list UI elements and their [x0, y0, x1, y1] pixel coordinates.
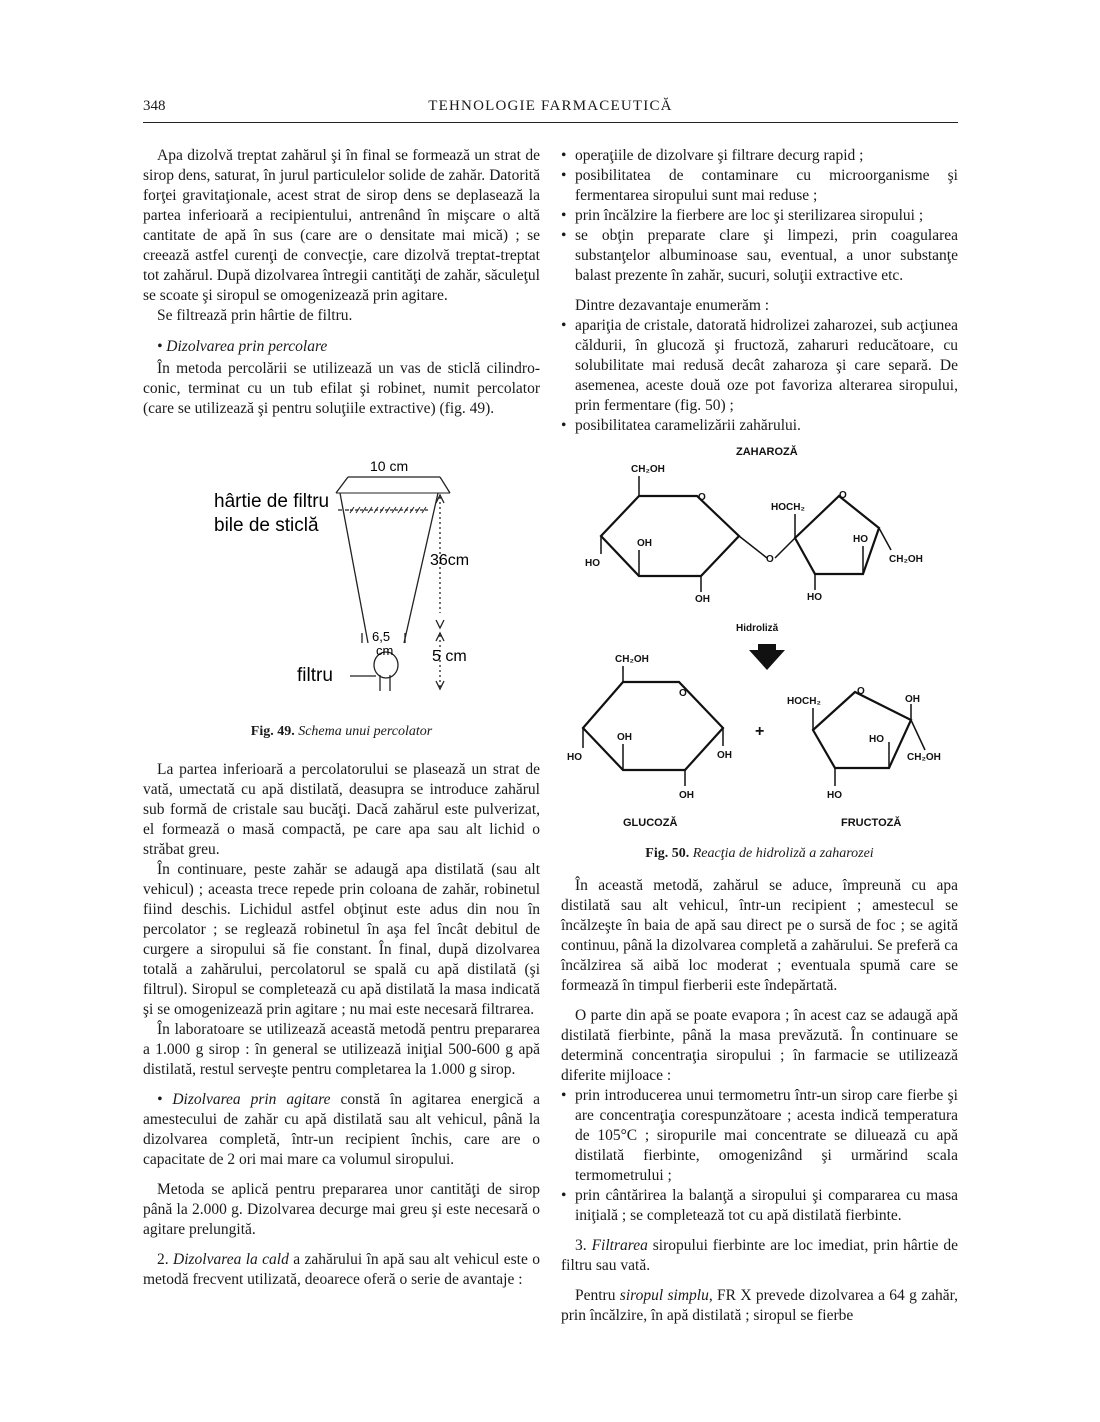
paragraph: Dintre dezavantaje enumerăm : — [575, 297, 770, 314]
fructose-label: FRUCTOZĂ — [841, 817, 902, 829]
paragraph — [561, 1286, 958, 1326]
paragraph: O parte din apă se poate evapora ; în acest caz se adaugă apă distilată fierbinte, până la masa prevăzută. În continuare se determină concentraţia siropului ; în farmacie se utilizează diferite mijloace : — [561, 1007, 958, 1084]
emphasis: Dizolvarea la cald — [173, 1251, 289, 1268]
ch2oh-label: CH₂OH — [907, 752, 941, 763]
section-heading: • Dizolvarea prin percolare — [157, 338, 328, 355]
dim-arrow-down-1 — [436, 620, 444, 628]
paragraph — [561, 1236, 958, 1276]
caption-number: Fig. 50. — [645, 846, 690, 861]
label-hartie: hârtie de filtru — [214, 491, 330, 512]
hoch2-label: HOCH₂ — [787, 696, 821, 707]
ch2oh-label: CH₂OH — [615, 654, 649, 665]
ch2oh-label: CH₂OH — [889, 554, 923, 565]
oh-label: OH — [717, 750, 732, 761]
dim-tube-label: 5 cm — [432, 648, 467, 665]
right-column-bottom — [561, 876, 958, 1326]
ch2oh-label: CH₂OH — [631, 464, 665, 475]
oh-label: OH — [617, 732, 632, 743]
oh-label: OH — [695, 594, 710, 605]
hydrolysis-label: Hidroliză — [736, 623, 779, 634]
list-item: • prin introducerea unui termometru într-un sirop care fierbe şi are concentraţia corespunzătoare ; acesta indică temperatura de 105°C ; siropurile mai concentrate se diluează cu apă distilată fierbinte, omogenizând şi urmărind scala termometrului ; — [561, 1086, 958, 1186]
list-item: • prin cântărirea la balanţă a siropului şi compararea cu masa iniţială ; se completează tot cu apă distilată fierbinte. — [561, 1186, 958, 1226]
label-filtru: filtru — [297, 665, 333, 686]
paragraph — [143, 1250, 540, 1290]
caption-number: Fig. 49. — [250, 724, 295, 739]
paragraph: Metoda se aplică pentru prepararea unor cantităţi de sirop până la 2.000 g. Dizolvarea decurge mai greu şi este necesară o agitare prelungită. — [143, 1181, 540, 1238]
text-run: 2. — [157, 1251, 174, 1268]
running-title: TEHNOLOGIE FARMACEUTICĂ — [428, 98, 673, 114]
text-run: constă în agitarea energică a amestecului de zahăr cu apă distilată sau alt vehicul, până la dizolvarea completă, într-un recipient închis, care are o capacitate de 2 ori mai mare ca volumul siropului. — [143, 1091, 540, 1168]
ring-oxygen-label: O — [679, 688, 687, 699]
list-item: • prin încălzire la fierbere are loc şi sterilizarea siropului ; — [561, 206, 958, 226]
oh-label: OH — [679, 790, 694, 801]
ho-label: HO — [807, 592, 822, 603]
ring-oxygen-label: O — [839, 490, 847, 501]
hydrolysis-arrow-icon — [749, 650, 785, 670]
ho-label: HO — [853, 534, 868, 545]
emphasis: Filtrarea — [591, 1237, 648, 1254]
ring-oxygen-label: O — [698, 492, 706, 503]
paragraph: În această metodă, zahărul se aduce, împreună cu apa distilată sau alt vehicul, într-un recipient ; amestecul se încălzeşte în baia de apă sau direct pe o sursă de foc ; se agită continuu, până la dizolvarea completă a zahărului. Se preferă ca încălzirea să aibă loc moderat ; eventuala spumă care se formează în timpul fierberii este îndepărtată. — [561, 877, 958, 994]
ho-label: HO — [869, 734, 884, 745]
paragraph: La partea inferioară a percolatorului se plasează un strat de vată, umectată cu apă distilată, deasupra se introduce zahărul sub formă de cristale sau bucăţi. Dacă zahărul este pulverizat, el formează o masă compactă, pe care apa sau alt lichid o străbat greu. — [143, 761, 540, 858]
dim-top-label: 10 cm — [370, 458, 409, 474]
hoch2-label: HOCH₂ — [771, 502, 805, 513]
figure-49-caption — [143, 724, 540, 740]
glycosidic-bond-2 — [775, 538, 795, 558]
paragraph — [143, 1090, 540, 1170]
advantages-list — [561, 146, 958, 286]
sucrose-glucose-ring — [601, 496, 739, 576]
emphasis: • Dizolvarea prin agitare — [157, 1091, 331, 1108]
list-item: • posibilitatea de contaminare cu microorganisme şi fermentarea siropului sunt mai reduse ; — [561, 166, 958, 206]
sucrose-title: ZAHAROZĂ — [736, 446, 798, 458]
label-bile: bile de sticlă — [214, 515, 319, 536]
running-header — [143, 98, 958, 123]
text-run: Pentru — [575, 1287, 620, 1304]
paragraph: În laboratoare se utilizează această metodă pentru prepararea a 1.000 g sirop : în general se utilizează iniţial 500-600 g apă distilată, restul serveşte pentru completarea la 1.000 g sirop. — [143, 1021, 540, 1078]
left-column-top — [143, 146, 540, 419]
dim-arrow-right — [440, 477, 450, 493]
percolator-diagram — [200, 455, 500, 695]
glucose-ring — [583, 682, 723, 770]
text-run: siropului fierbinte are loc imediat, prin hârtie de filtru sau vată. — [561, 1237, 958, 1274]
caption-text: Reacţia de hidroliză a zaharozei — [692, 846, 874, 861]
figure-50-caption — [561, 846, 958, 862]
text-run: a zahărului în apă sau alt vehicul este o metodă frecvent utilizată, deoarece oferă o serie de avantaje : — [143, 1251, 541, 1288]
ring-oxygen-label: O — [857, 686, 865, 697]
text-run: , FR X prevede dizolvarea a 64 g zahăr, prin încălzire, în apă distilată ; siropul se fierbe — [561, 1287, 958, 1324]
dim-height-label: 36cm — [430, 552, 470, 569]
plus-sign: + — [755, 723, 765, 740]
bond — [911, 720, 925, 750]
glucose-label: GLUCOZĂ — [623, 817, 678, 829]
left-column-bottom — [143, 760, 540, 1290]
list-item: • operaţiile de dizolvare şi filtrare decurg rapid ; — [561, 146, 958, 166]
paragraph: În metoda percolării se utilizează un vas de sticlă cilindro-conic, terminat cu un tub efilat şi robinet, numit percolator (care se utilizează şi pentru soluţiile extractive) (fig. 49). — [143, 360, 540, 417]
dim-bottom-label-1: 6,5 — [372, 629, 391, 644]
paragraph: În continuare, peste zahăr se adaugă apa distilată (sau alt vehicul) ; aceasta trece repede prin coloana de zahăr, robinetul fiind deschis. Lichidul astfel obţinut este adus din nou în percolator ; se reglează robinetul în aşa fel încât debitul de curgere a siropului să fie constant. În final, după dizolvarea totală a zahărului, percolatorul se spală cu apă distilată (şi filtrul). Siropul se completează cu apă distilată la masa indicată şi se omogenizează prin agitare ; nu mai este necesară filtrarea. — [143, 861, 540, 1018]
list-item: • se obţin preparate clare şi limpezi, prin coagularea substanţelor albuminoase sau, eventual, a unor substanţe balast prezente în zahăr, sucuri, soluţii extractive etc. — [561, 226, 958, 286]
means-list — [561, 1086, 958, 1226]
ho-label: HO — [567, 752, 582, 763]
list-item: • posibilitatea caramelizării zahărului. — [561, 416, 958, 436]
paragraph: Se filtrează prin hârtie de filtru. — [157, 307, 353, 324]
sucrose-hydrolysis-diagram — [561, 438, 961, 838]
disadvantages-list — [561, 316, 958, 436]
oh-label: OH — [905, 694, 920, 705]
fructose-ring — [813, 692, 911, 768]
text-run: 3. — [575, 1237, 592, 1254]
list-item: • apariţia de cristale, datorată hidrolizei zaharozei, sub acţiunea căldurii, în glucoză şi fructoză, zaharuri reducătoare, cu solubilitate mai redusă decât zaharoza şi care separă. De asemenea, aceste două oze pot favoriza alterarea siropului, prin fermentare (fig. 50) ; — [561, 316, 958, 416]
emphasis: siropul simplu — [619, 1287, 709, 1304]
hydrolysis-arrow-shaft — [758, 644, 776, 652]
caption-text: Schema unui percolator — [298, 724, 433, 739]
paragraph: Apa dizolvă treptat zahărul şi în final se formează un strat de sirop dens, saturat, în jurul particulelor solide de zahăr. Datorită forţei gravitaţionale, acest strat de sirop dens se deplasează la partea inferioară a recipientului, antrenând în mişcare o altă cantitate de apă în sus (care are o densitate mai mică) ; se creează astfel curenţi de convecţie, care dizolvă treptat-treptat tot zahărul. După dizolvarea întregii cantităţi de zahăr, săculeţul se scoate şi siropul se omogenizează prin agitare. — [143, 147, 540, 304]
right-column-top — [561, 146, 958, 436]
dim-arrow-left — [336, 477, 348, 493]
oh-label: OH — [637, 538, 652, 549]
glycosidic-bond-1 — [739, 536, 767, 558]
ho-label: HO — [585, 558, 600, 569]
bond — [879, 528, 891, 550]
ho-label: HO — [827, 790, 842, 801]
page-number: 348 — [143, 98, 166, 114]
percolator-wall-left — [340, 493, 368, 643]
dim-bottom-label-2: cm — [376, 643, 394, 658]
bridge-oxygen-label: O — [766, 554, 774, 565]
